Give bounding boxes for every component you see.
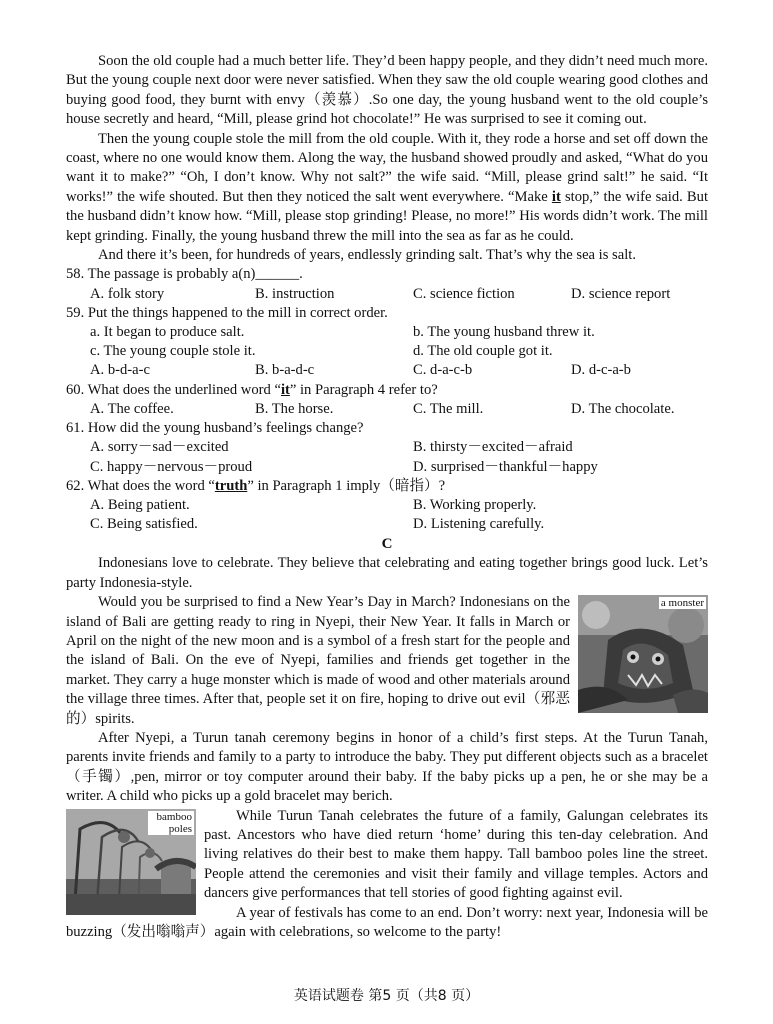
passage-b-paragraph-3: And there it’s been, for hundreds of years, endlessly grinding salt. That’s why the sea is salt. bbox=[98, 247, 636, 264]
passage-b-paragraph-2: Then the young couple stole the mill from the old couple. With it, they rode a horse and set off down the coast, where no one would know them. Along the way, the husband showed proudly and asked, “What do you want it to make?” “Oh, I don’t know. Why not salt?” the wife said. “Mill, please grind salt!” he said. “It works!” the wife shouted. But then they noticed the salt went everywhere. “Make it stop,” the wife said. But the husband didn’t know how. “Mill, please stop grinding! Please, no more!” His words didn’t work. The mill kept grinding. Finally, the young husband threw the mill into the sea as far as he could. bbox=[66, 130, 708, 244]
options bbox=[66, 515, 708, 534]
section-heading: C bbox=[381, 536, 393, 553]
monster-photo bbox=[578, 595, 708, 713]
options bbox=[66, 400, 708, 419]
underlined-word: truth bbox=[214, 477, 248, 494]
event-c: c. The young couple stole it. bbox=[90, 343, 256, 360]
options bbox=[66, 458, 708, 477]
question-62 bbox=[66, 477, 708, 535]
option-c: C. science fiction bbox=[413, 285, 515, 302]
image-label: a monster bbox=[660, 597, 704, 610]
option-b: B. The horse. bbox=[255, 400, 334, 417]
passage-c-paragraph-5: A year of festivals has come to an end. Don’t worry: next year, Indonesia will be buzzing（发出嗡嗡声）again with celebrations, so welcome to the party! bbox=[66, 904, 708, 941]
image-label: bamboo poles bbox=[148, 811, 194, 835]
passage-c-paragraph-4: While Turun Tanah celebrates the future of a family, Galungan celebrates its past. Ancestors who have died return ‘home’ during this ten-day celebration. And living relatives do their best to make them happy. Tall bamboo poles line the street. People attend the ceremonies and visit their family and village temples. Actors and dancers give performances that tell stories of good fighting against evil. bbox=[204, 807, 708, 902]
option-d: D. The chocolate. bbox=[571, 400, 675, 417]
bamboo-poles-photo bbox=[66, 809, 196, 915]
option-b: B. thirsty－excited－afraid bbox=[413, 439, 573, 456]
option-c: C. happy－nervous－proud bbox=[90, 458, 253, 475]
option-a: A. The coffee. bbox=[90, 400, 174, 417]
option-b: B. instruction bbox=[255, 285, 335, 302]
passage-c-paragraph-3: After Nyepi, a Turun tanah ceremony begins in honor of a child’s first steps. At the Turun Tanah, parents invite friends and family to a party to introduce the baby. They put different objects such as a bracelet（手镯）,pen, mirror or toy computer around their baby. If the baby picks up a pen, he or she may be a writer. A child who picks up a gold bracelet may berich. bbox=[66, 729, 708, 805]
option-c: C. The mill. bbox=[413, 400, 484, 417]
passage-c-paragraph-1: Indonesians love to celebrate. They believe that celebrating and eating together brings good luck. Let’s party Indonesia-style. bbox=[66, 555, 708, 591]
option-b: B. Working properly. bbox=[413, 496, 537, 513]
events bbox=[66, 323, 708, 342]
underlined-word-it: it bbox=[551, 188, 561, 205]
question-59 bbox=[66, 304, 708, 381]
question-58 bbox=[66, 265, 708, 303]
event-b: b. The young husband threw it. bbox=[413, 324, 595, 341]
question-stem: 59. Put the things happened to the mill in correct order. bbox=[66, 304, 388, 321]
question-stem: 58. The passage is probably a(n)______. bbox=[66, 266, 303, 283]
option-d: D. Listening carefully. bbox=[413, 516, 545, 533]
question-60 bbox=[66, 381, 708, 419]
event-d: d. The old couple got it. bbox=[413, 343, 553, 360]
options bbox=[66, 285, 708, 304]
option-c: C. Being satisfied. bbox=[90, 516, 198, 533]
option-a: A. sorry－sad－excited bbox=[90, 439, 229, 456]
options bbox=[66, 438, 708, 457]
question-stem: 62. What does the word “truth” in Paragraph 1 imply（暗指）? bbox=[66, 477, 446, 494]
option-c: C. d-a-c-b bbox=[413, 362, 473, 379]
option-b: B. b-a-d-c bbox=[255, 362, 315, 379]
option-a: A. Being patient. bbox=[90, 496, 190, 513]
passage-c-paragraph-2: Would you be surprised to find a New Year’s Day in March? Indonesians on the island of Bali are getting ready to ring in Nyepi, their New Year. It falls in March or April on the night of the new moon and is a symbol of a fresh start for the people and the island of Bali. On the eve of Nyepi, families and friends get together in the market. They carry a huge monster which is made of wood and other materials around the village three times. After that, people set it on fire, hoping to drive out evil（邪恶的）spirits. bbox=[66, 594, 570, 727]
event-a: a. It began to produce salt. bbox=[90, 324, 245, 341]
events bbox=[66, 342, 708, 361]
question-61 bbox=[66, 419, 708, 477]
option-d: D. science report bbox=[571, 285, 671, 302]
underlined-word: it bbox=[280, 381, 290, 398]
option-d: D. d-c-a-b bbox=[571, 362, 631, 379]
option-a: A. b-d-a-c bbox=[90, 362, 150, 379]
question-stem: 61. How did the young husband’s feelings change? bbox=[66, 420, 364, 437]
page-footer: 英语试题卷 第5 页（共8 页） bbox=[293, 988, 480, 1004]
question-stem: 60. What does the underlined word “it” in Paragraph 4 refer to? bbox=[66, 381, 438, 398]
monster-image bbox=[578, 595, 708, 713]
option-a: A. folk story bbox=[90, 285, 165, 302]
option-d: D. surprised－thankful－happy bbox=[413, 458, 598, 475]
options bbox=[66, 361, 708, 380]
exam-page bbox=[66, 52, 708, 942]
passage-b-paragraph-1: Soon the old couple had a much better life. They’d been happy people, and they didn’t need much more. But the young couple next door were never satisfied. When they saw the old couple wearing good clothes and buying good food, they burnt with envy（羡慕）.So one day, the young husband went to the old couple’s house secretly and heard, “Mill, please grind hot chocolate!” He was surprised to see it coming out. bbox=[66, 53, 708, 128]
options bbox=[66, 496, 708, 515]
